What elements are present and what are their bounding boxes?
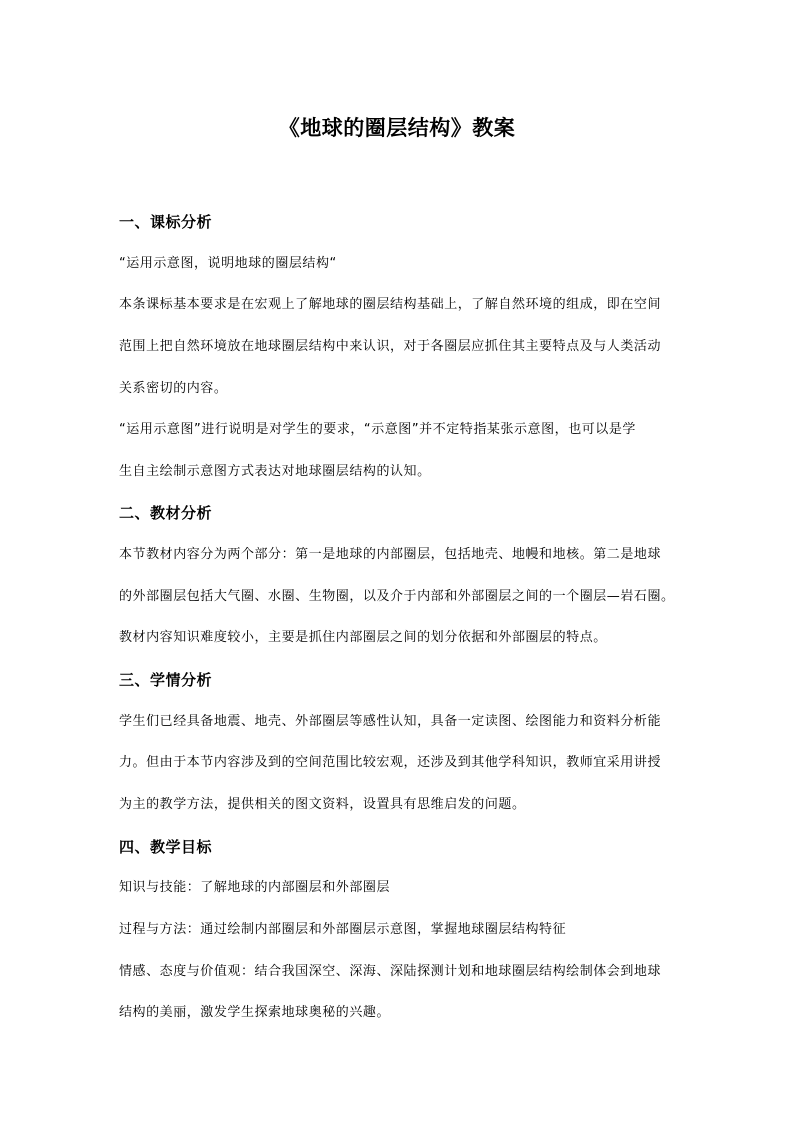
section-heading-teaching-objectives: 四、教学目标: [119, 838, 213, 856]
paragraph-line: “运用示意图”进行说明是对学生的要求，“示意图”并不定特指某张示意图，也可以是学: [119, 422, 636, 437]
paragraph-line: 过程与方法：通过绘制内部圈层和外部圈层示意图，掌握地球圈层结构特征: [119, 922, 567, 937]
section-heading-textbook-analysis: 二、教材分析: [119, 504, 213, 522]
paragraph-line: “运用示意图，说明地球的圈层结构“: [119, 256, 337, 271]
paragraph-line: 知识与技能：了解地球的内部圈层和外部圈层: [119, 880, 391, 895]
paragraph-line: 结构的美丽，激发学生探索地球奥秘的兴趣。: [119, 1005, 391, 1020]
page-title: 《地球的圈层结构》教案: [278, 116, 516, 140]
paragraph-line: 关系密切的内容。: [119, 381, 228, 396]
paragraph-line: 情感、态度与价值观：结合我国深空、深海、深陆探测计划和地球圈层结构绘制体会到地球: [119, 964, 662, 979]
paragraph-line: 本条课标基本要求是在宏观上了解地球的圈层结构基础上，了解自然环境的组成，即在空间: [119, 297, 662, 312]
paragraph-line: 的外部圈层包括大气圈、水圈、生物圈，以及介于内部和外部圈层之间的一个圈层—岩石圈。: [119, 589, 675, 604]
section-heading-student-analysis: 三、学情分析: [119, 671, 213, 689]
paragraph-line: 范围上把自然环境放在地球圈层结构中来认识，对于各圈层应抓住其主要特点及与人类活动: [119, 339, 662, 354]
paragraph-line: 本节教材内容分为两个部分：第一是地球的内部圈层，包括地壳、地幔和地核。第二是地球: [119, 547, 662, 562]
section-heading-curriculum-analysis: 一、课标分析: [119, 213, 213, 231]
paragraph-line: 学生们已经具备地震、地壳、外部圈层等感性认知，具备一定读图、绘图能力和资料分析能: [119, 714, 662, 729]
paragraph-line: 教材内容知识难度较小，主要是抓住内部圈层之间的划分依据和外部圈层的特点。: [119, 630, 607, 645]
paragraph-line: 为主的教学方法，提供相关的图文资料，设置具有思维启发的问题。: [119, 797, 526, 812]
paragraph-line: 力。但由于本节内容涉及到的空间范围比较宏观，还涉及到其他学科知识，教师宜采用讲授: [119, 755, 662, 770]
paragraph-line: 生自主绘制示意图方式表达对地球圈层结构的认知。: [119, 464, 431, 479]
